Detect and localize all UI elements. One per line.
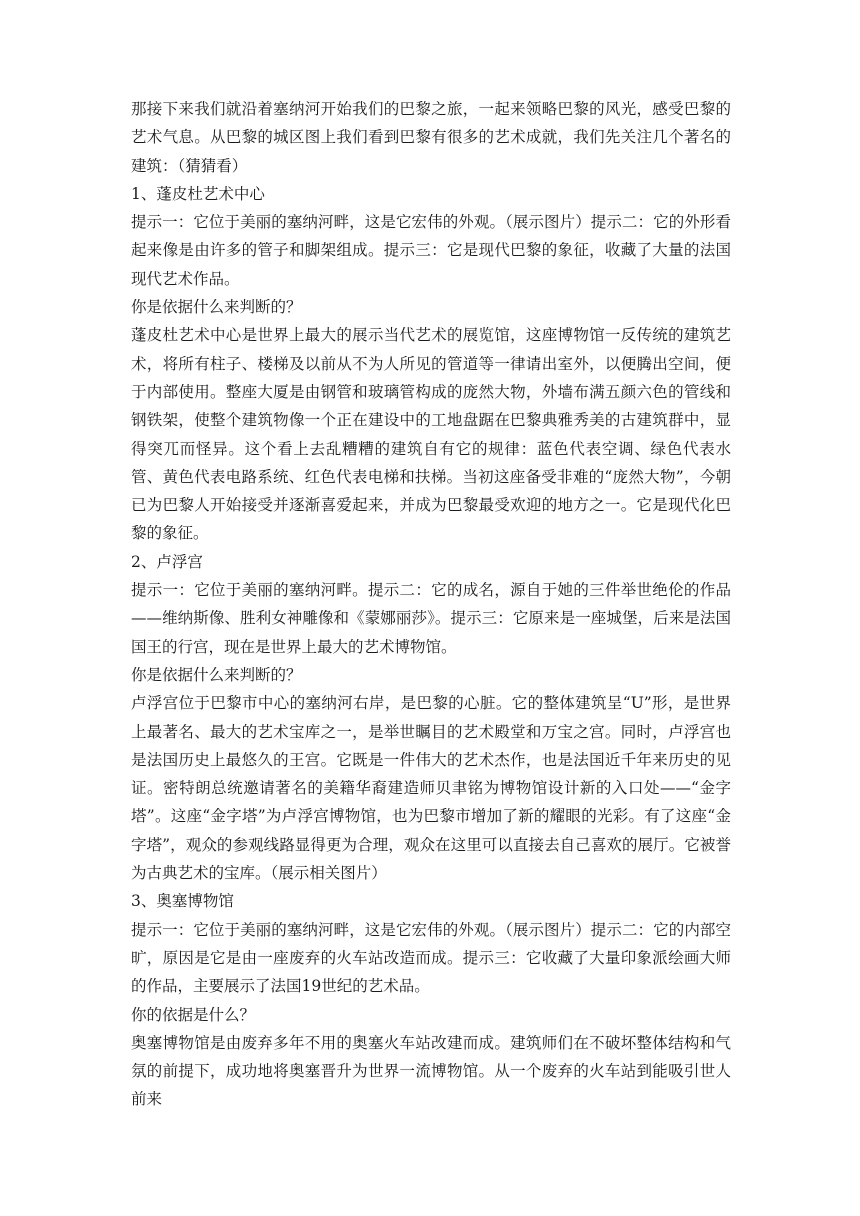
- hint-paragraph-pompidou: 提示一：它位于美丽的塞纳河畔，这是它宏伟的外观。（展示图片）提示二：它的外形看起来像是由许多的管子和脚架组成。提示三：它是现代巴黎的象征，收藏了大量的法国现代艺术作品。: [131, 213, 731, 288]
- section-heading-orsay: 3、奥塞博物馆: [131, 892, 234, 911]
- document-body: [131, 95, 731, 1114]
- question-paragraph: 你的依据是什么？: [131, 1005, 256, 1024]
- hint-paragraph-louvre: 提示一：它位于美丽的塞纳河畔。提示二：它的成名，源自于她的三件举世绝伦的作品——维纳斯像、胜利女神雕像和《蒙娜丽莎》。提示三：它原来是一座城堡，后来是法国国王的行宫，现在是世界上最大的艺术博物馆。: [131, 581, 731, 656]
- question-paragraph: 你是依据什么来判断的？: [131, 298, 302, 317]
- section-heading-pompidou: 1、蓬皮杜艺术中心: [131, 184, 265, 203]
- description-paragraph-pompidou: 蓬皮杜艺术中心是世界上最大的展示当代艺术的展览馆，这座博物馆一反传统的建筑艺术，将所有柱子、楼梯及以前从不为人所见的管道等一律请出室外，以便腾出空间，便于内部使用。整座大厦是由钢管和玻璃管构成的庞然大物，外墙布满五颜六色的管线和钢铁架，使整个建筑物像一个正在建设中的工地盘踞在巴黎典雅秀美的古建筑群中，显得突兀而怪异。这个看上去乱糟糟的建筑自有它的规律：蓝色代表空调、绿色代表水管、黄色代表电路系统、红色代表电梯和扶梯。当初这座备受非难的“庞然大物”，今朝已为巴黎人开始接受并逐渐喜爱起来，并成为巴黎最受欢迎的地方之一。它是现代化巴黎的象征。: [131, 326, 731, 543]
- intro-paragraph: 那接下来我们就沿着塞纳河开始我们的巴黎之旅，一起来领略巴黎的风光，感受巴黎的艺术气息。从巴黎的城区图上我们看到巴黎有很多的艺术成就，我们先关注几个著名的建筑：（猜猜看）: [131, 100, 731, 175]
- section-heading-louvre: 2、卢浮宫: [131, 552, 203, 571]
- question-paragraph: 你是依据什么来判断的？: [131, 665, 302, 684]
- description-paragraph-orsay: 奥塞博物馆是由废弃多年不用的奥塞火车站改建而成。建筑师们在不破坏整体结构和气氛的前提下，成功地将奥塞晋升为世界一流博物馆。从一个废弃的火车站到能吸引世人前来: [131, 1033, 731, 1109]
- description-paragraph-louvre: 卢浮宫位于巴黎市中心的塞纳河右岸，是巴黎的心脏。它的整体建筑呈“U”形，是世界上最著名、最大的艺术宝库之一，是举世瞩目的艺术殿堂和万宝之宫。同时，卢浮宫也是法国历史上最悠久的王宫。它既是一件伟大的艺术杰作，也是法国近千年来历史的见证。密特朗总统邀请著名的美籍华裔建造师贝聿铭为博物馆设计新的入口处——“金字塔”。这座“金字塔”为卢浮宫博物馆，也为巴黎市增加了新的耀眼的光彩。有了这座“金字塔”，观众的参观线路显得更为合理，观众在这里可以直接去自己喜欢的展厅。它被誉为古典艺术的宝库。（展示相关图片）: [131, 694, 731, 883]
- hint-paragraph-orsay: 提示一：它位于美丽的塞纳河畔，这是它宏伟的外观。（展示图片）提示二：它的内部空旷，原因是它是由一座废弃的火车站改造而成。提示三：它收藏了大量印象派绘画大师的作品，主要展示了法国19世纪的艺术品。: [131, 920, 731, 996]
